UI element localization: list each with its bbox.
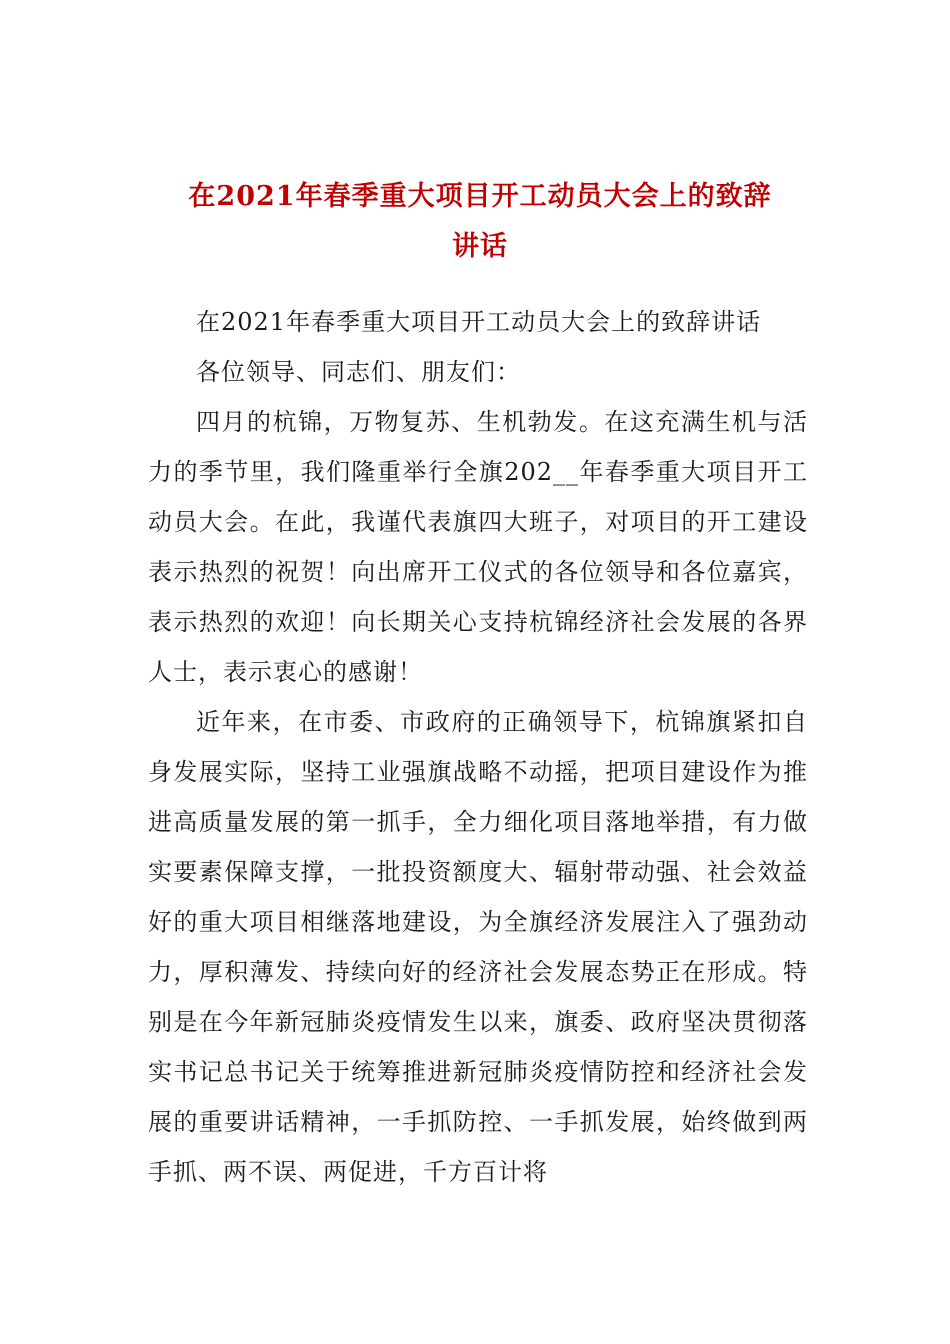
subtitle-paragraph: 在2021年春季重大项目开工动员大会上的致辞讲话 — [196, 308, 762, 336]
salutation-paragraph: 各位领导、同志们、朋友们： — [196, 358, 521, 386]
title-line-2: 讲话 — [452, 231, 508, 262]
title-line-1: 在2021年春季重大项目开工动员大会上的致辞 — [188, 181, 772, 212]
document-title — [150, 172, 810, 272]
body-paragraph-1: 四月的杭锦，万物复苏、生机勃发。在这充满生机与活力的季节里，我们隆重举行全旗202__年春季重大项目开工动员大会。在此，我谨代表旗四大班子，对项目的开工建设表示热烈的祝贺！向出席开工仪式的各位领导和各位嘉宾，表示热烈的欢迎！向长期关心支持杭锦经济社会发展的各界人士，表示衷心的感谢！ — [148, 408, 808, 686]
body-paragraph-2: 近年来，在市委、市政府的正确领导下，杭锦旗紧扣自身发展实际，坚持工业强旗战略不动摇，把项目建设作为推进高质量发展的第一抓手，全力细化项目落地举措，有力做实要素保障支撑，一批投资额度大、辐射带动强、社会效益好的重大项目相继落地建设，为全旗经济发展注入了强劲动力，厚积薄发、持续向好的经济社会发展态势正在形成。特别是在今年新冠肺炎疫情发生以来，旗委、政府坚决贯彻落实书记总书记关于统筹推进新冠肺炎疫情防控和经济社会发展的重要讲话精神，一手抓防控、一手抓发展，始终做到两手抓、两不误、两促进，千方百计将 — [148, 708, 808, 1186]
document-body — [148, 297, 808, 1197]
